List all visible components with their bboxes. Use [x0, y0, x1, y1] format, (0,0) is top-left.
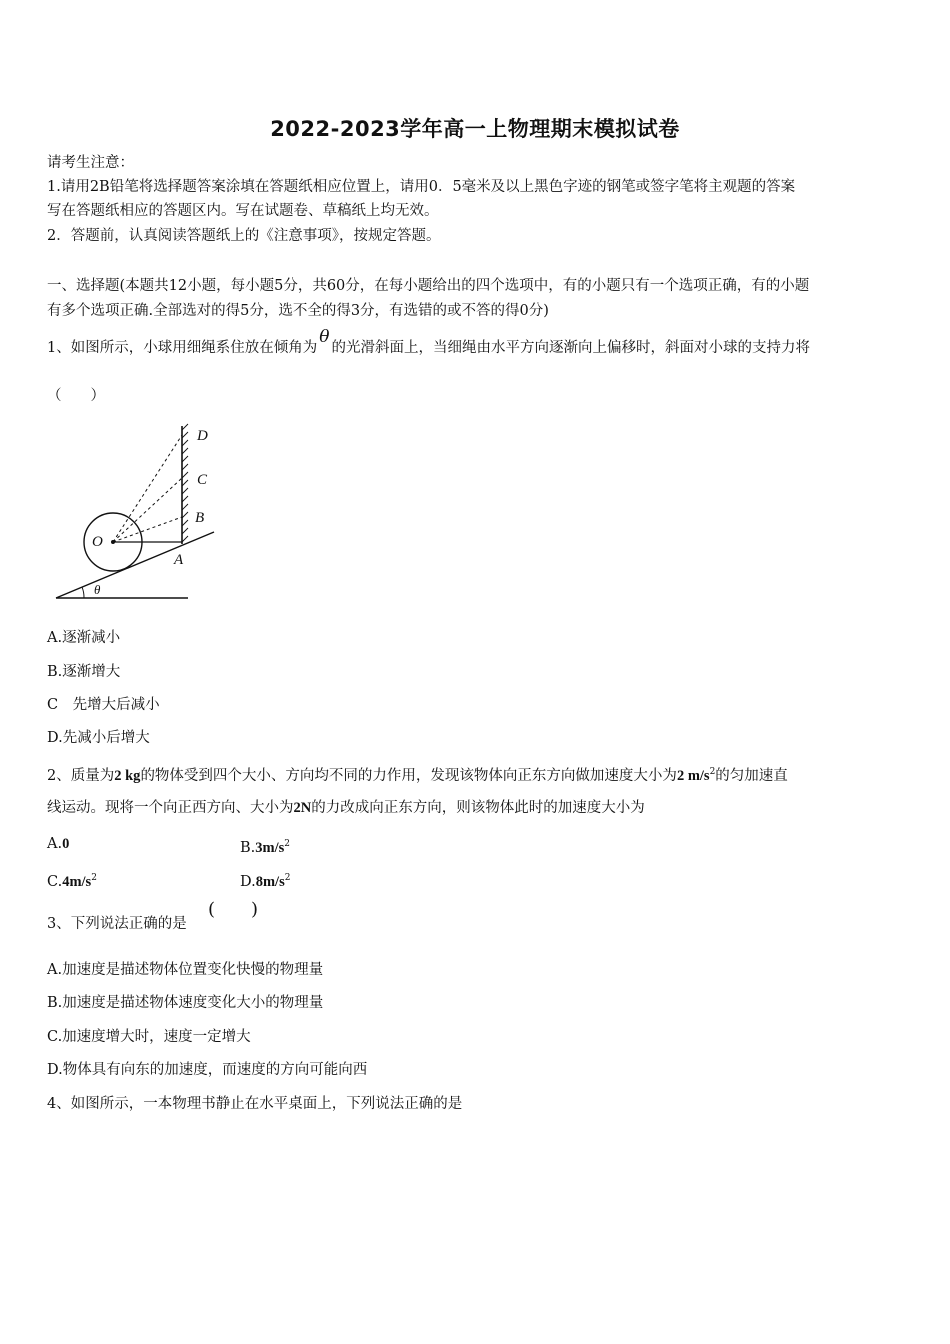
- question-3-option-d: D.物体具有向东的加速度，而速度的方向可能向西: [47, 1062, 368, 1078]
- question-3-option-b: B.加速度是描述物体速度变化大小的物理量: [47, 995, 324, 1011]
- notice-item-1-line-1: 1.请用2B铅笔将选择题答案涂填在答题纸相应位置上，请用0．5毫米及以上黑色字迹的钢笔或签字笔将主观题的答案: [47, 179, 796, 195]
- q2-opt-d-sup: 2: [284, 873, 291, 883]
- q2-opt-a-value: 0: [62, 836, 70, 852]
- q2-opt-b-value: 3m/s: [255, 839, 285, 856]
- question-2-option-a: [47, 834, 69, 854]
- wall-hatching: [182, 424, 188, 542]
- q2-opt-d-label: D.: [240, 873, 256, 890]
- section-1-heading-line-1: 一、选择题(本题共12小题，每小题5分，共60分，在每小题给出的四个选项中，有的小题只有一个选项正确，有的小题: [47, 278, 810, 294]
- question-1-option-b: B.逐渐增大: [47, 664, 121, 680]
- notice-heading: 请考生注意：: [47, 155, 134, 171]
- question-3-stem: 3、下列说法正确的是: [47, 916, 187, 932]
- question-1-text-before: 1、如图所示，小球用细绳系住放在倾角为: [47, 340, 318, 356]
- question-2-stem-line-1: [47, 762, 788, 786]
- q2-opt-c-value: 4m/s: [62, 873, 92, 890]
- q2-opt-a-label: A.: [47, 836, 63, 852]
- q2-text-5: 的力改成向正东方向，则该物体此时的加速度大小为: [311, 800, 645, 816]
- section-1-heading-line-2: 有多个选项正确.全部选对的得5分，选不全的得3分，有选错的或不答的得0分): [47, 303, 549, 319]
- theta-symbol: θ: [319, 327, 330, 347]
- label-a: A: [174, 552, 184, 568]
- question-2-stem-line-2: [47, 798, 645, 818]
- notice-item-2: 2．答题前，认真阅读答题纸上的《注意事项》，按规定答题。: [47, 228, 441, 244]
- question-1-stem: [47, 327, 810, 358]
- question-1-option-c: C 先增大后减小: [47, 697, 160, 713]
- q2-opt-c-sup: 2: [91, 873, 97, 883]
- label-c: C: [197, 472, 208, 488]
- angle-arc: [82, 587, 84, 598]
- question-3-answer-paren: ( ): [208, 899, 259, 920]
- question-3-option-a: A.加速度是描述物体位置变化快慢的物理量: [47, 962, 324, 978]
- question-3-option-c: C.加速度增大时，速度一定增大: [47, 1029, 251, 1045]
- question-4-stem: 4、如图所示，一本物理书静止在水平桌面上，下列说法正确的是: [47, 1096, 463, 1112]
- rope-to-c: [113, 478, 182, 542]
- question-1-answer-paren: （ ）: [47, 388, 105, 404]
- page-title: 2022-2023学年高一上物理期末模拟试卷: [270, 117, 680, 141]
- label-o: O: [92, 534, 103, 550]
- q2-text-4: 线运动。现将一个向正西方向、大小为: [47, 800, 294, 816]
- q2-sup: 2: [709, 767, 716, 777]
- q2-opt-d-value: 8m/s: [255, 873, 285, 890]
- q2-text-1: 2、质量为: [47, 767, 115, 784]
- q2-acceleration: 2 m/s: [676, 767, 710, 784]
- question-1-option-a: A.逐渐减小: [47, 630, 121, 646]
- q2-mass: 2 kg: [114, 767, 141, 784]
- q2-opt-c-label: C.: [47, 873, 63, 890]
- question-1-option-d: D.先减小后增大: [47, 730, 150, 746]
- question-2-option-c: [47, 868, 97, 892]
- question-1-text-after: 的光滑斜面上，当细绳由水平方向逐渐向上偏移时，斜面对小球的支持力将: [331, 340, 810, 356]
- rope-to-d: [113, 435, 182, 542]
- q2-force: 2N: [293, 800, 312, 816]
- q2-opt-b-sup: 2: [284, 839, 290, 849]
- rope-to-b: [113, 517, 182, 542]
- label-b: B: [195, 510, 205, 526]
- question-2-option-d: [240, 868, 290, 892]
- question-2-option-b: [240, 834, 290, 858]
- label-d: D: [197, 428, 208, 444]
- q2-opt-b-label: B.: [240, 839, 256, 856]
- label-theta: θ: [94, 582, 101, 597]
- q2-text-2: 的物体受到四个大小、方向均不同的力作用，发现该物体向正东方向做加速度大小为: [140, 767, 677, 784]
- incline-ball-diagram: [52, 422, 222, 606]
- notice-item-1-line-2: 写在答题纸相应的答题区内。写在试题卷、草稿纸上均无效。: [47, 203, 439, 219]
- q2-text-3: 的匀加速直: [715, 767, 788, 784]
